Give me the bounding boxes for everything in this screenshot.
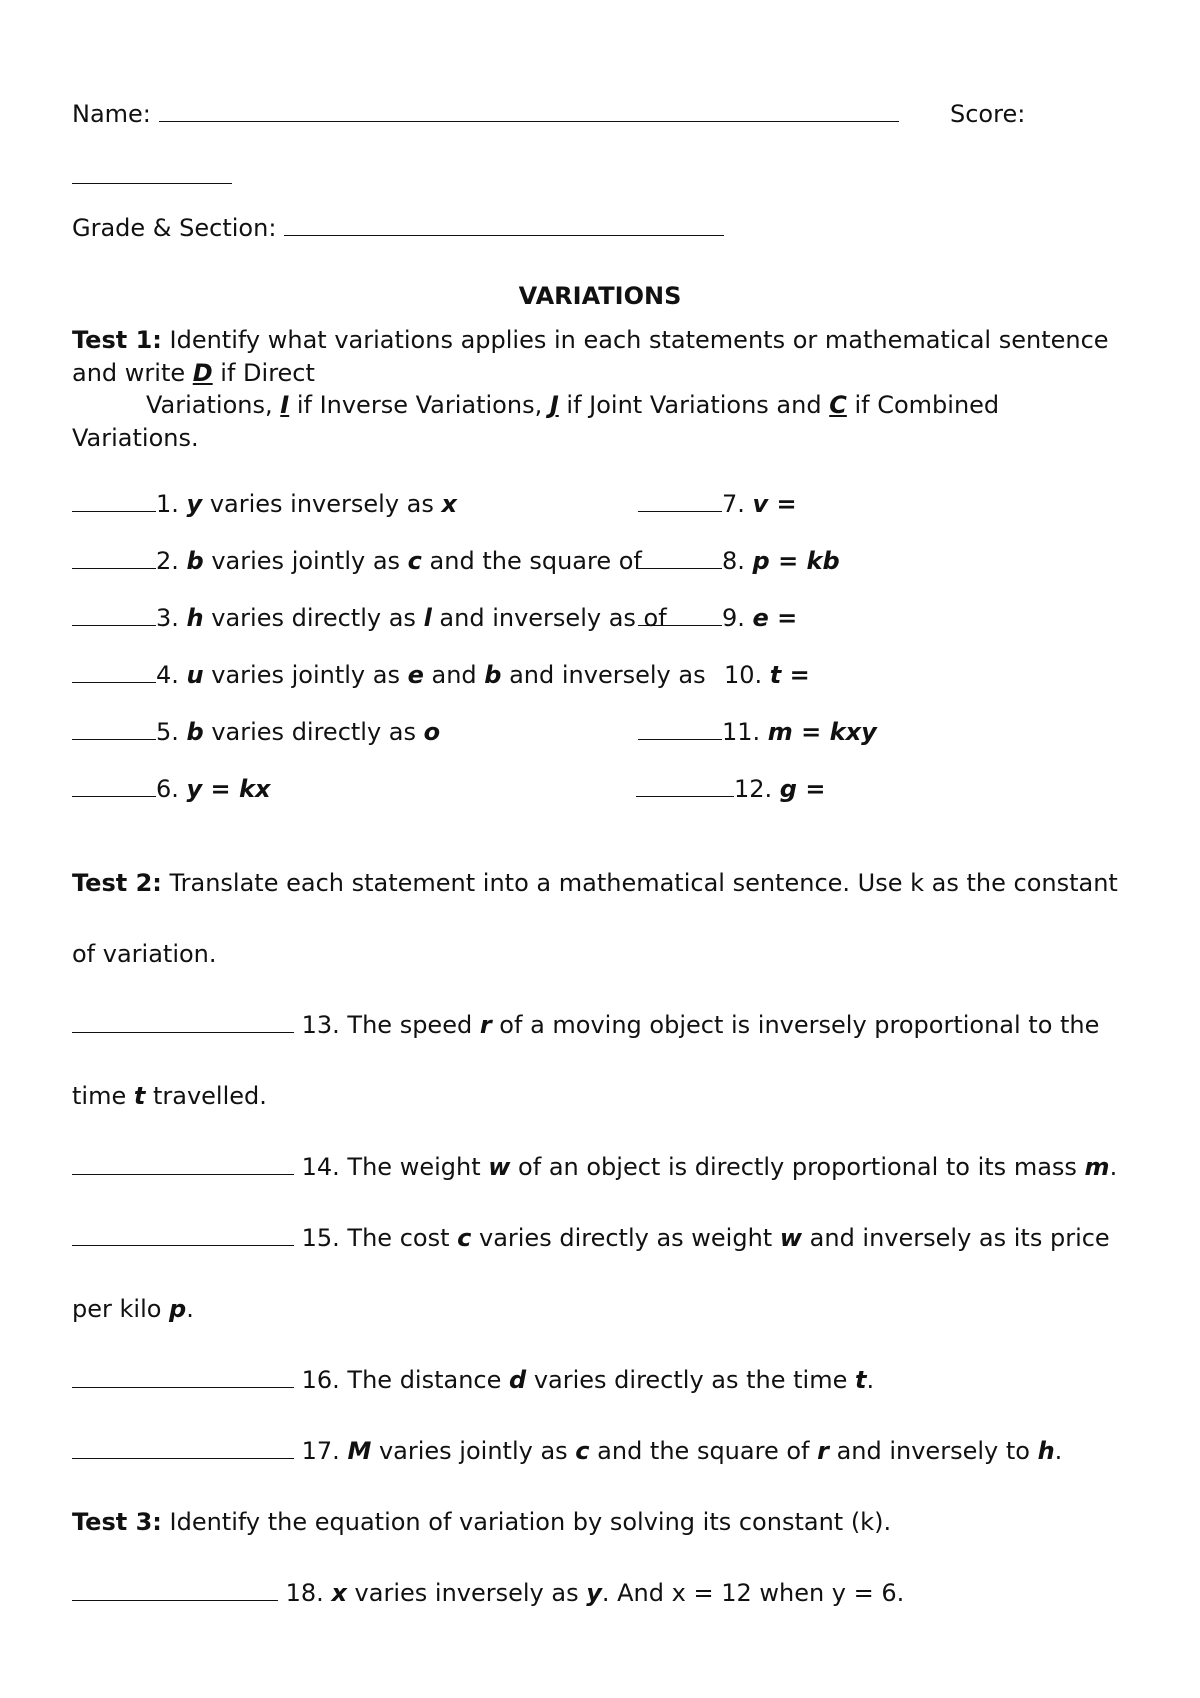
var: c <box>575 1437 590 1465</box>
item-number: 10. <box>724 661 770 689</box>
test1-instr-line4: Variations. <box>72 424 199 452</box>
name-label: Name: <box>72 100 151 128</box>
item-text: and the square of <box>421 547 642 575</box>
var: l <box>423 604 432 632</box>
item-number: 11. <box>722 718 768 746</box>
item-text: varies directly as <box>203 604 424 632</box>
test1-item-1 <box>72 488 457 520</box>
var: c <box>457 1224 472 1252</box>
item-expr: p = kb <box>752 547 840 575</box>
var: p <box>169 1295 187 1323</box>
test1-item-10 <box>724 659 810 691</box>
answer-blank[interactable] <box>72 603 156 626</box>
test1-instr-c3: if Joint Variations and <box>558 391 830 419</box>
answer-blank[interactable] <box>72 774 156 797</box>
code-j: J <box>549 391 559 419</box>
item-expr: e = <box>752 604 798 632</box>
test1-item-6 <box>72 773 270 805</box>
item-text: per kilo <box>72 1295 170 1323</box>
item-number: 3. <box>156 604 187 632</box>
test1-instr-line3 <box>146 389 999 421</box>
name-blank[interactable] <box>159 99 899 122</box>
answer-blank[interactable] <box>72 1436 294 1459</box>
page-title: VARIATIONS <box>518 282 682 310</box>
var: t <box>855 1366 867 1394</box>
item-number: 6. <box>156 775 187 803</box>
item-text: . <box>1109 1153 1118 1181</box>
var: d <box>509 1366 527 1394</box>
test2-instr-line1 <box>72 867 1118 899</box>
test2-instr-line2: of variation. <box>72 940 217 968</box>
item-text: time <box>72 1082 134 1110</box>
var: c <box>407 547 422 575</box>
test1-instr-c2: if Inverse Variations, <box>289 391 550 419</box>
item-text: and inversely to <box>828 1437 1038 1465</box>
item-number: 1. <box>156 490 187 518</box>
item-text: 17. <box>294 1437 348 1465</box>
item-text: 15. The cost <box>294 1224 458 1252</box>
item-number: 9. <box>722 604 753 632</box>
test1-instr-c1: Variations, <box>146 391 281 419</box>
item-text: and inversely as its price <box>802 1224 1110 1252</box>
answer-blank[interactable] <box>72 1152 294 1175</box>
item-expr: v = <box>752 490 797 518</box>
test2-instr-a: Translate each statement into a mathematical sentence. Use k as the constant <box>161 869 1118 897</box>
test1-item-3 <box>72 602 667 634</box>
var: h <box>1037 1437 1055 1465</box>
item-text: varies inversely as <box>202 490 442 518</box>
item-number: 8. <box>722 547 753 575</box>
answer-blank[interactable] <box>72 1365 294 1388</box>
item-text: 16. The distance <box>294 1366 510 1394</box>
item-text: varies inversely as <box>346 1579 587 1607</box>
test2-item-16 <box>72 1364 874 1396</box>
var: b <box>484 661 502 689</box>
answer-blank[interactable] <box>72 489 156 512</box>
test1-instr-b2: if Direct <box>212 359 315 387</box>
item-text: varies jointly as <box>203 661 408 689</box>
var: r <box>817 1437 829 1465</box>
code-i: I <box>280 391 290 419</box>
item-text: . And x = 12 when y = 6. <box>601 1579 905 1607</box>
test1-instr-c4: if Combined <box>846 391 1000 419</box>
var: M <box>347 1437 372 1465</box>
answer-blank[interactable] <box>72 546 156 569</box>
item-text: and inversely as of <box>431 604 667 632</box>
test1-instr-a: Identify what variations applies in each statements or mathematical sentence <box>161 326 1109 354</box>
item-number: 5. <box>156 718 187 746</box>
test1-item-2 <box>72 545 642 577</box>
grade-blank[interactable] <box>284 213 724 236</box>
var: w <box>488 1153 511 1181</box>
item-text: varies directly as <box>203 718 424 746</box>
item-text: . <box>866 1366 875 1394</box>
item-text: varies jointly as <box>371 1437 576 1465</box>
test2-item-17 <box>72 1435 1062 1467</box>
item-text: and inversely as <box>501 661 706 689</box>
answer-blank[interactable] <box>72 1223 294 1246</box>
answer-blank[interactable] <box>638 546 722 569</box>
test1-item-11 <box>638 716 877 748</box>
item-text: of a moving object is inversely proportional to the <box>491 1011 1100 1039</box>
item-text: and <box>423 661 485 689</box>
test2-item-15 <box>72 1222 1110 1254</box>
test1-instr-b1: and write <box>72 359 193 387</box>
test1-item-7 <box>638 488 797 520</box>
test1-item-12 <box>636 773 825 805</box>
test3-instr <box>72 1506 891 1538</box>
var: h <box>186 604 204 632</box>
test3-item-18 <box>72 1577 904 1609</box>
var: b <box>186 547 204 575</box>
grade-label: Grade & Section: <box>72 214 277 242</box>
test2-label: Test 2: <box>72 869 162 897</box>
test2-item-13-cont <box>72 1080 267 1112</box>
answer-blank[interactable] <box>638 489 722 512</box>
answer-blank[interactable] <box>72 660 156 683</box>
var: u <box>186 661 204 689</box>
item-text: . <box>186 1295 194 1323</box>
score-blank-row <box>72 160 232 192</box>
test1-item-9 <box>638 602 797 634</box>
grade-row <box>72 212 724 244</box>
test1-item-5 <box>72 716 440 748</box>
item-number: 7. <box>722 490 753 518</box>
answer-blank[interactable] <box>72 1578 278 1601</box>
item-text: 13. The speed <box>294 1011 480 1039</box>
item-number: 4. <box>156 661 187 689</box>
item-number: 12. <box>734 775 780 803</box>
answer-blank[interactable] <box>72 717 156 740</box>
score-label: Score: <box>950 100 1026 128</box>
var: y <box>186 490 203 518</box>
answer-blank[interactable] <box>638 603 722 626</box>
var: x <box>441 490 457 518</box>
test3-label: Test 3: <box>72 1508 162 1536</box>
answer-blank[interactable] <box>72 1010 294 1033</box>
var: o <box>423 718 441 746</box>
test1-instr-line2 <box>72 357 315 389</box>
item-text: 18. <box>278 1579 332 1607</box>
test1-instr-line1 <box>72 324 1109 356</box>
answer-blank[interactable] <box>638 717 722 740</box>
name-row <box>72 98 899 130</box>
score-blank[interactable] <box>72 161 232 184</box>
var: w <box>779 1224 803 1252</box>
test1-item-8 <box>638 545 840 577</box>
var: t <box>133 1082 146 1110</box>
var: m <box>1084 1153 1110 1181</box>
item-expr: m = kxy <box>767 718 877 746</box>
item-text: of an object is directly proportional to its mass <box>510 1153 1085 1181</box>
test1-label: Test 1: <box>72 326 162 354</box>
var: x <box>331 1579 347 1607</box>
item-expr: t = <box>769 661 810 689</box>
var: r <box>479 1011 492 1039</box>
var: y = kx <box>186 775 271 803</box>
item-text: varies directly as weight <box>471 1224 780 1252</box>
test3-instr-text: Identify the equation of variation by solving its constant (k). <box>161 1508 892 1536</box>
item-expr: g = <box>779 775 826 803</box>
var: e <box>407 661 424 689</box>
test2-item-15-cont <box>72 1293 194 1325</box>
item-text: 14. The weight <box>294 1153 489 1181</box>
answer-blank[interactable] <box>636 774 734 797</box>
item-text: varies directly as the time <box>526 1366 855 1394</box>
item-number: 2. <box>156 547 187 575</box>
code-c: C <box>829 391 847 419</box>
var: y <box>586 1579 602 1607</box>
code-d: D <box>192 359 213 387</box>
item-text: travelled. <box>145 1082 267 1110</box>
var: b <box>186 718 204 746</box>
item-text: varies jointly as <box>203 547 408 575</box>
item-text: . <box>1054 1437 1063 1465</box>
test1-item-4 <box>72 659 706 691</box>
test2-item-13 <box>72 1009 1099 1041</box>
item-text: and the square of <box>589 1437 818 1465</box>
test2-item-14 <box>72 1151 1117 1183</box>
